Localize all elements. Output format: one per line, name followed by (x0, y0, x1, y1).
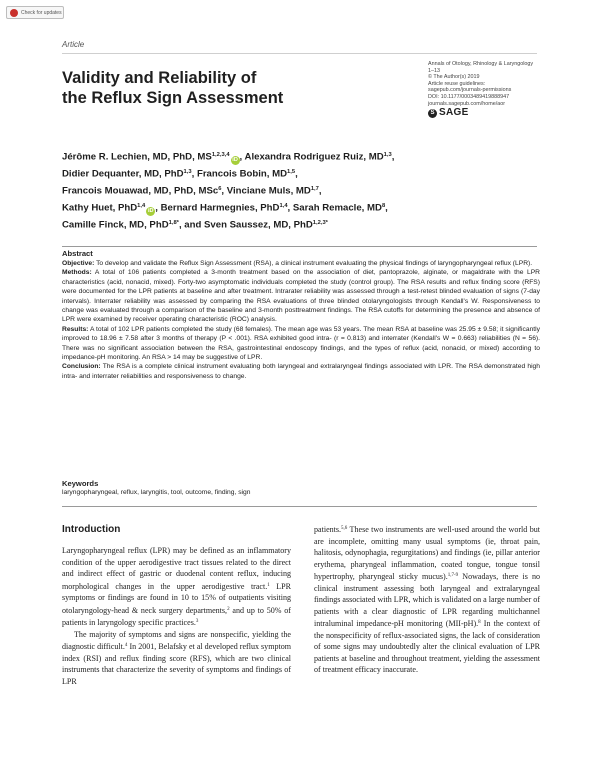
author-name: Vinciane Muls, MD (226, 185, 311, 197)
body-column-left (62, 545, 291, 687)
author-separator: , (391, 151, 395, 163)
copyright-line: © The Author(s) 2019 (428, 74, 480, 81)
article-type-label: Article (62, 40, 85, 49)
abstract-conclusion (62, 362, 540, 381)
author-affiliation: 8 (381, 203, 386, 209)
abstract-methods (62, 268, 540, 324)
permissions-link[interactable]: sagepub.com/journals-permissions (428, 87, 512, 94)
author-affiliation: 1,2,3,4 (211, 152, 230, 158)
author-name: Jérôme R. Lechien, MD, PhD, MS (62, 151, 212, 163)
intro-p1-text: Laryngopharyngeal reflux (LPR) may be defined as an inflammatory condition of the upper aerodigestive tract tissues related to the direct and indirect effect of gastric or duodenal content reflux, inducing morphological changes in the upper aerodigestive tract. (62, 546, 291, 591)
author-name: Camille Finck, MD, PhD (62, 219, 169, 231)
intro-p1-text-b: LPR symptoms or findings are found in 10 to 15% of outpatients visiting otolaryngology-head & neck surgery departments, (62, 581, 291, 615)
citation-ref[interactable]: 3 (195, 619, 199, 624)
author-separator: , (221, 185, 227, 197)
citation-ref[interactable]: 5,6 (341, 526, 348, 531)
introduction-heading: Introduction (62, 524, 121, 535)
keywords-text: laryngopharyngeal, reflux, laryngitis, tool, outcome, finding, sign (62, 489, 251, 497)
intro-r1-text-d: In the context of the nonspecificity of reflux-associated signs, the lack of consideration of some signs may undoubtedly alter the clinical evaluation of LPR patients at baseline and throughout treatment, yielding the assessment of treatment efficacy inaccurate. (314, 619, 540, 674)
intro-p2-text: The majority of symptoms and signs are nonspecific, yielding the diagnostic difficult. (62, 629, 291, 651)
author-name: Bernard Harmegnies, PhD (160, 202, 280, 214)
author-separator: , (318, 185, 322, 197)
conclusion-text: The RSA is a complete clinical instrument evaluating both laryngeal and extralaryngeal findings associated with LPR. The RSA demonstrated high intra- and interrater reliabilities and responsiveness to change. (62, 363, 540, 380)
objective-label: Objective: (62, 260, 95, 267)
citation-ref[interactable]: 4 (124, 643, 128, 648)
author-separator: , (295, 168, 298, 180)
author-affiliation: 1,3 (183, 169, 192, 175)
citation-ref[interactable]: 8 (478, 620, 481, 625)
journal-info (428, 61, 548, 118)
intro-paragraph-2 (62, 629, 291, 688)
author-affiliation: 1,7 (310, 186, 319, 192)
author-name: Francois Mouawad, MD, PhD, MSc (62, 185, 219, 197)
orcid-icon[interactable]: iD (147, 207, 154, 214)
results-label: Results: (62, 325, 89, 333)
author-name: Francois Bobin, MD (196, 168, 288, 180)
orcid-icon[interactable]: iD (232, 156, 238, 163)
check-updates-icon (10, 9, 18, 17)
author-affiliation: 1,4 (137, 203, 146, 209)
author-affiliation: 6 (218, 186, 222, 192)
author-affiliation: 1,2,3* (312, 220, 328, 226)
abstract-section (62, 249, 540, 381)
intro-r1-text: patients. (314, 525, 342, 534)
author-affiliation: 1,4 (279, 203, 288, 209)
check-updates-label: Check for updates (21, 9, 62, 16)
author-name: Sven Saussez, MD, PhD (204, 219, 313, 231)
author-affiliation: 1,5 (287, 169, 296, 175)
journal-home-link[interactable]: journals.sagepub.com/home/aor (428, 100, 506, 107)
results-text: A total of 102 LPR patients completed the study (68 females). The mean age was 53 years. The mean RSA at baseline was 25.95 ± 9.58; it significantly improved to 18.96 ± 7.58 after 3 months of therapy (P < .001). RSA exhibited good intra- (r = 0.813) and interrater (Kendall's W = 0.663) reliabilities (N = 56). There was no significant association between the RSA, gastrointestinal endoscopy findings, and the types of reflux (acid, nonacid, or mixed) according to impedance-pH monitoring. An RSA > 14 may be suggestive of LPR. (62, 325, 540, 362)
intro-r1-text-b: These two instruments are well-used around the world but are incomplete, omitting many usual symptoms (ie, throat pain, halitosis, odynophagia, regurgitations) and findings (ie, pillar anterior erythema, pharyngeal inflammation, coated tongue, tongue tonsil hypertrophy, pharyngeal sticky mucus). (314, 525, 540, 581)
journal-name: Annals of Otology, Rhinology & Laryngology (428, 61, 534, 67)
keywords-section (62, 479, 540, 498)
author-separator: , (287, 202, 293, 214)
conclusion-label: Conclusion: (62, 363, 101, 371)
author-separator: , (385, 202, 388, 214)
sage-logo-icon: S (428, 109, 437, 118)
body-column-right (314, 523, 540, 676)
abstract-objective (62, 259, 540, 268)
sage-logo (428, 109, 548, 118)
citation-ref[interactable]: 1 (267, 582, 270, 588)
paper-title: Validity and Reliability of the Reflux Sign Assessment (62, 69, 284, 107)
sage-logo-text: SAGE (439, 107, 469, 119)
author-list (62, 148, 540, 233)
intro-p1-text-c: and up to 50% of patients in laryngology specific practices. (62, 605, 291, 627)
author-separator: , and (178, 219, 205, 231)
keywords-heading: Keywords (62, 479, 99, 488)
citation-ref[interactable]: 2 (227, 606, 230, 612)
intro-paragraph-2-continued (314, 523, 540, 676)
keywords-divider (62, 506, 537, 507)
abstract-divider (62, 246, 537, 247)
author-name: Kathy Huet, PhD (62, 202, 138, 214)
author-name: Alexandra Rodriguez Ruiz, MD (244, 151, 384, 163)
intro-p2-text-b: In 2001, Belafsky et al developed reflux symptom index (RSI) and reflux finding score (RFS), which are two clinical instruments that characterize the severity of symptoms and findings of LPR (62, 642, 292, 686)
author-name: Sarah Remacle, MD (292, 202, 382, 214)
abstract-results (62, 325, 540, 363)
methods-text: A total of 106 patients completed a 3-month treatment based on the association of diet, pantoprazole, alginate, or magaldrate with the LPR characteristics (acid, nonacid, mixed). Forty-two asymptomatic individuals completed the study (control group). The RSA results and reflux finding score (RFS) were documented for the LPR patients at baseline and after treatment. Intrarater reliability was assessed through a test-retest blinded evaluation of signs (7-day intervals). Interrater reliability was assessed by comparing the RSA evaluations of three blinded otolaryngologists through Kendall's W. Responsiveness to change was evaluated through a comparison of the baseline and 3-month posttreatment findings. The RSA cutoffs for determining the presence and absence of LPR were examined by receiver operating characteristic (ROC) analysis. (62, 269, 540, 324)
author-affiliation: 1,3 (383, 152, 392, 158)
author-separator: , (155, 202, 161, 214)
methods-label: Methods: (62, 269, 92, 277)
intro-r1-text-c: Nowadays, there is no clinical instrument assessing both laryngeal and extralaryngeal findings associated with LPR, which is validated on a large number of patients with a clear diagnostic of LPR regarding multichannel intraluminal impedance-pH monitoring (MII-pH). (314, 572, 541, 628)
check-for-updates-badge[interactable] (6, 6, 64, 19)
author-affiliation: 1,8* (168, 220, 179, 226)
reuse-guidelines-label: Article reuse guidelines: (428, 80, 486, 87)
intro-paragraph-1 (62, 545, 291, 629)
abstract-heading: Abstract (62, 249, 93, 258)
author-separator: , (191, 168, 197, 180)
journal-pages: 1–13 (428, 67, 440, 74)
author-name: Didier Dequanter, MD, PhD (62, 168, 184, 180)
doi-link[interactable]: DOI: 10.1177/0003489419888947 (428, 93, 510, 100)
objective-text: To develop and validate the Reflux Sign Assessment (RSA), a clinical instrument evaluating the physical findings of laryngopharyngeal reflux (LPR). (94, 260, 533, 267)
header-divider (62, 53, 537, 54)
author-separator: , (239, 151, 245, 163)
citation-ref[interactable]: 1,7-9 (447, 573, 459, 578)
